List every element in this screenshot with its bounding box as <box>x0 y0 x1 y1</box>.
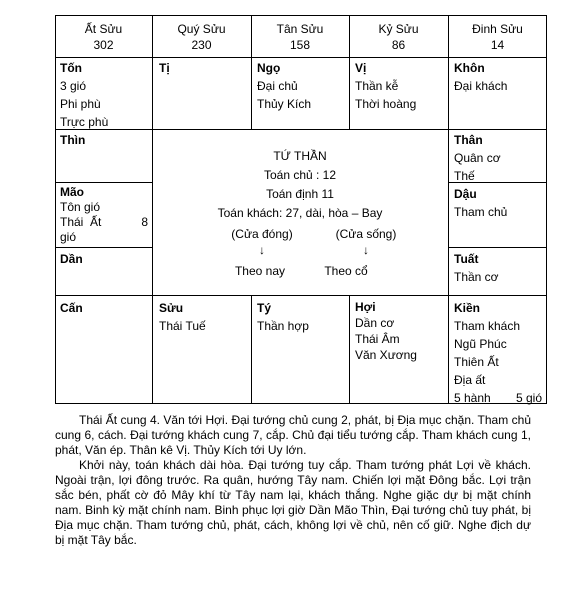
cell-title: Sửu <box>159 301 184 315</box>
header-number: 86 <box>391 38 406 52</box>
cell-kien <box>454 299 542 407</box>
header-cell <box>55 21 152 53</box>
cell-line-row <box>60 215 150 230</box>
cell-title: Thân <box>454 133 483 147</box>
cell-vi <box>355 59 445 113</box>
header-number: 14 <box>490 38 505 52</box>
cell-dau <box>454 185 544 221</box>
grid-line <box>55 247 152 248</box>
cell-title: Mão <box>60 185 84 199</box>
header-cell <box>251 21 349 53</box>
cell-line: Thái Tuế <box>159 319 206 333</box>
door-closed-label: (Cửa đóng) <box>231 227 293 241</box>
grid-line <box>152 129 448 130</box>
cell-tuat <box>454 250 544 286</box>
cell-line: Thái Âm <box>355 332 400 346</box>
header-number: 158 <box>289 38 311 52</box>
body-text <box>55 413 531 548</box>
cell-title: Tuất <box>454 252 479 266</box>
cell-line: Thần cơ <box>454 270 499 284</box>
cell-line: Ngũ Phúc <box>454 337 507 351</box>
grid-line <box>55 182 152 183</box>
cell-khon <box>454 59 544 95</box>
cell-title: Dần <box>60 252 83 266</box>
cell-line: Đại chủ <box>257 79 298 93</box>
grid-line <box>546 15 547 404</box>
cell-line: 5 gió <box>515 391 542 405</box>
grid-line <box>448 129 547 130</box>
cell-line: Thần kễ <box>355 79 399 93</box>
door-open-label: (Cửa sống) <box>335 227 397 241</box>
cell-line: Thủy Kích <box>257 97 312 111</box>
cell-line: Thiên Ất <box>454 355 499 369</box>
cell-line: Thần hợp <box>257 319 309 333</box>
cell-title: Cấn <box>60 301 83 315</box>
down-arrow-icon: ↓ <box>259 243 265 257</box>
cell-title: Tý <box>257 301 272 315</box>
header-cell <box>448 21 547 53</box>
cell-than <box>454 131 544 185</box>
grid-line <box>55 295 547 296</box>
cell-title: Khôn <box>454 61 485 75</box>
cell-line: 5 hành <box>454 391 491 405</box>
header-name: Kỷ Sửu <box>378 22 419 36</box>
cell-line: Tham khách <box>454 319 521 333</box>
cell-line: Thái Ất <box>60 215 102 229</box>
grid-line <box>55 15 547 16</box>
down-arrow-icon: ↓ <box>363 243 369 257</box>
cell-line: Quân cơ <box>454 151 501 165</box>
cell-line: Thời hoàng <box>355 97 417 111</box>
follow-label: Theo nay <box>234 264 286 278</box>
cell-line: Thế <box>454 169 475 183</box>
cell-title: Tốn <box>60 61 82 75</box>
cell-can <box>60 299 150 317</box>
follow-label: Theo cổ <box>324 264 368 278</box>
cell-ti <box>159 59 249 77</box>
grid-line <box>55 15 56 404</box>
cell-title: Kiền <box>454 301 481 315</box>
cell-title: Dậu <box>454 187 477 201</box>
grid-line <box>448 247 547 248</box>
center-title: TỨ THẦN <box>273 149 327 163</box>
center-line: Toán khách: 27, dài, hòa – Bay <box>217 206 383 220</box>
cell-line: Trực phù <box>60 115 109 129</box>
cell-title: Ngọ <box>257 61 281 75</box>
header-name: Tân Sửu <box>276 22 324 36</box>
cell-line-row <box>454 389 542 407</box>
paragraph: Thái Ất cung 4. Văn tới Hợi. Đại tướng chủ cung 2, phát, bị Địa mục chặn. Tham chủ cung 6, cách. Đại tướng khách cung 7, cắp. Chủ đại tiểu tướng cắp. Tham khách cung 1, phát, Văn ép. Thân kê Vị. Thủy Kích tới Uy lớn. <box>55 413 531 457</box>
paragraph: Khởi này, toán khách dài hòa. Đại tướng tuy cắp. Tham tướng phát Lợi về khách. Ngoài trận, lợi đông trước. Ra quân, hướng Tây nam. Chiến lợi mặt Đông bắc. Lợi trận sắc bén, phất cờ đỏ Mây khí từ Tây nam lại, khách thắng. Nghe giặc dự bị mặt chính nam. Binh kỳ mặt chính nam. Binh phục lợi giờ Dần Mão Thìn, Đại tướng chủ tuy phát, bị Địa mục chặn. Tham tướng chủ, phát, cách, không lợi về chủ, nên cố giữ. Nghe địch dự bị mặt Tây bắc. <box>55 458 531 547</box>
cell-ngo <box>257 59 347 113</box>
cell-title: Tị <box>159 61 170 75</box>
cell-thin <box>60 131 150 149</box>
center-line: Toán định 11 <box>266 187 334 201</box>
cell-line: Phi phù <box>60 97 101 111</box>
cell-line: Tôn gió <box>60 200 101 214</box>
cell-title: Hợi <box>355 300 376 314</box>
calendar-grid <box>55 15 547 404</box>
grid-line <box>55 57 547 58</box>
cell-number: 8 <box>141 215 148 229</box>
cell-dan <box>60 250 150 268</box>
cell-suu <box>159 299 249 335</box>
header-name: Quý Sửu <box>177 22 226 36</box>
cell-ty <box>257 299 347 335</box>
header-cell <box>152 21 251 53</box>
cell-title: Thìn <box>60 133 86 147</box>
grid-line <box>251 295 252 404</box>
grid-line <box>448 15 449 404</box>
cell-mao <box>60 185 150 245</box>
cell-hoi <box>355 299 445 363</box>
cell-line: Địa ất <box>454 373 486 387</box>
grid-line <box>349 295 350 404</box>
cell-line: Văn Xương <box>355 348 417 362</box>
cell-ton <box>60 59 150 131</box>
header-name: Ất Sửu <box>84 22 123 36</box>
center-line: Toán chủ : 12 <box>263 168 337 182</box>
cell-line: Đại khách <box>454 79 508 93</box>
cell-line: 3 gió <box>60 79 87 93</box>
cell-line: gió <box>60 230 77 244</box>
cell-title: Vị <box>355 61 367 75</box>
header-name: Đinh Sửu <box>472 22 523 36</box>
header-number: 230 <box>191 38 212 52</box>
header-cell <box>349 21 448 53</box>
header-number: 302 <box>93 38 114 52</box>
cell-line: Tham chủ <box>454 205 508 219</box>
center-block <box>152 147 448 223</box>
cell-line: Dần cơ <box>355 316 395 330</box>
